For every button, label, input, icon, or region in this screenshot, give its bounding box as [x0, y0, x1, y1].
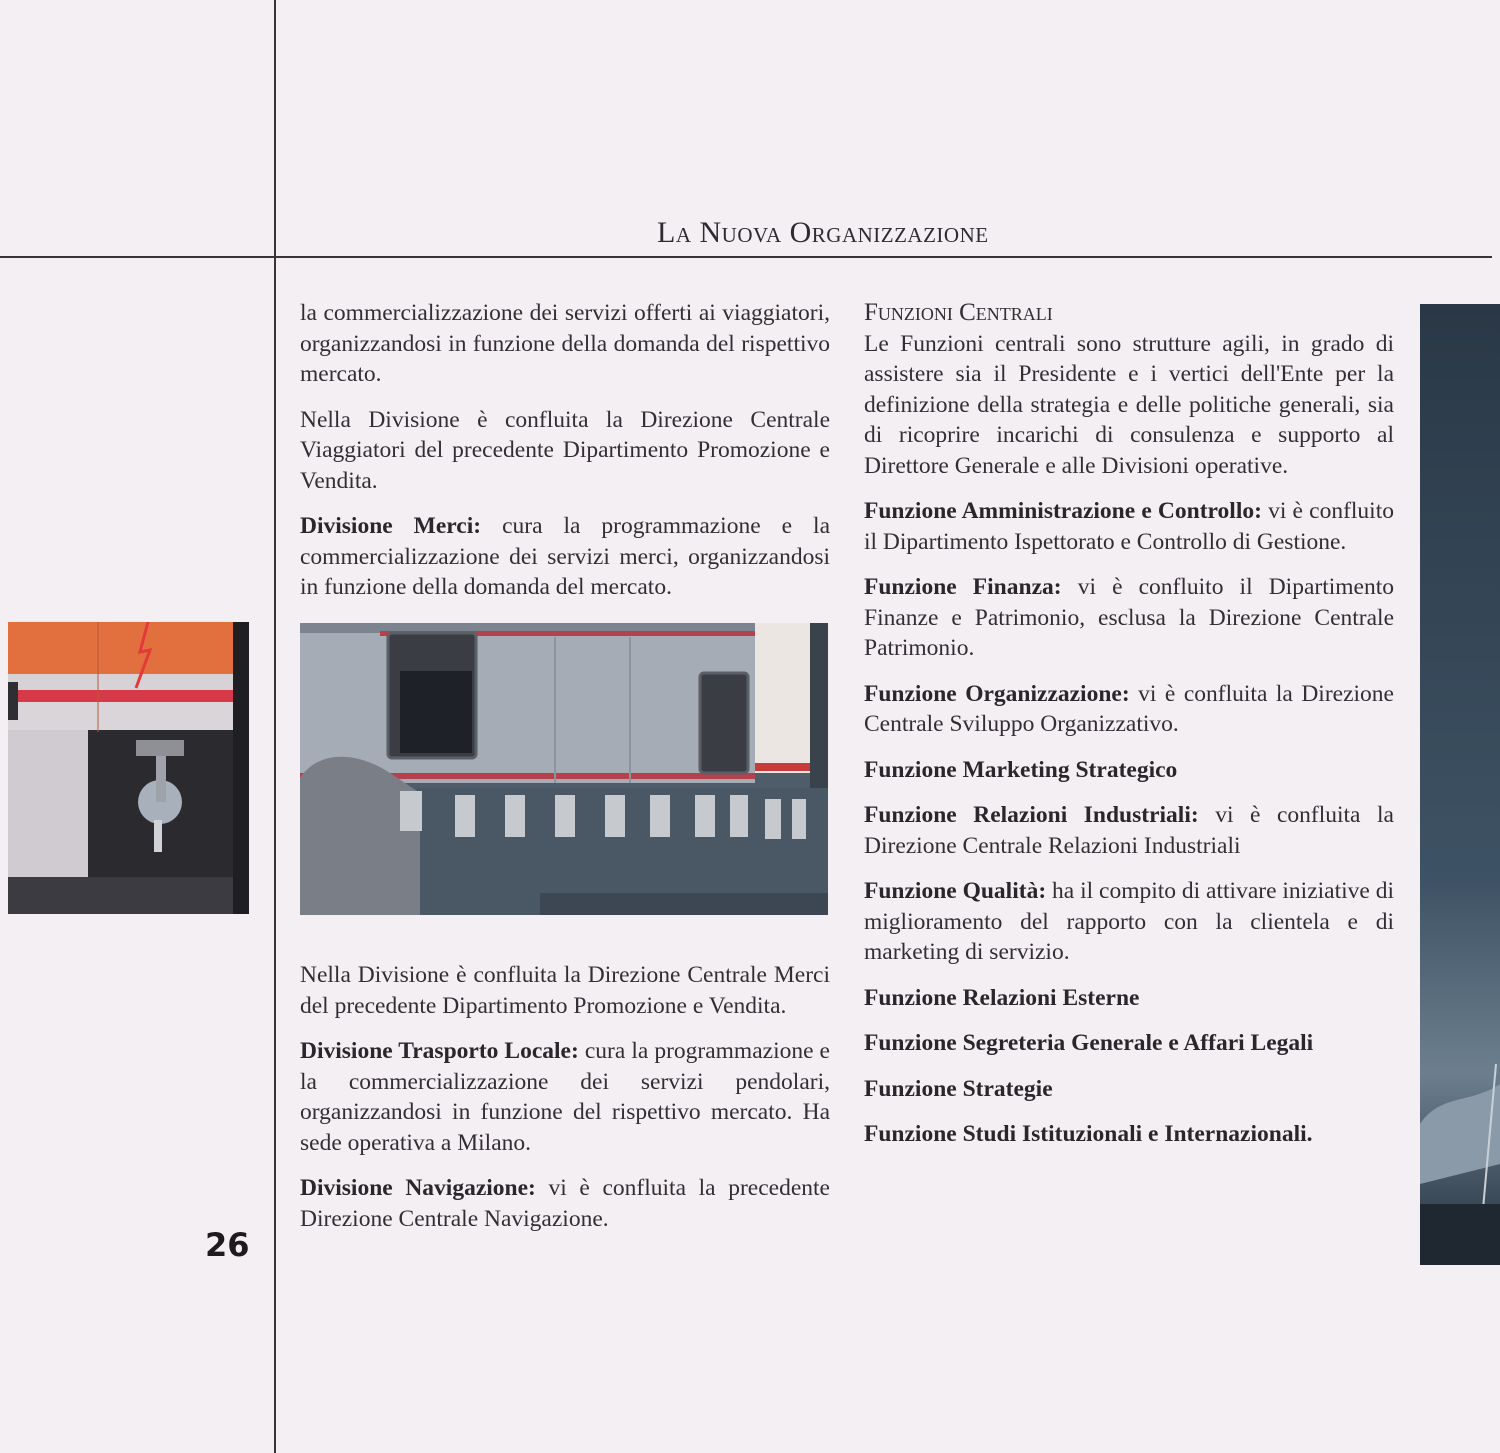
- function-item: [864, 679, 1394, 740]
- function-label: Funzione Studi Istituzionali e Internazionali.: [864, 1121, 1313, 1147]
- function-text: vi è confluito il Dipartimento Ispettorato e Controllo di Gestione.: [864, 498, 1394, 555]
- function-item: [864, 496, 1394, 557]
- function-label: Funzione Relazioni Industriali:: [864, 802, 1199, 828]
- function-text: vi è confluito il Dipartimento Finanze e Patrimonio, esclusa la Direzione Centrale Patrimonio.: [864, 574, 1395, 661]
- paragraph-text: vi è confluita la precedente Direzione Centrale Navigazione.: [300, 1175, 830, 1232]
- function-item: [864, 755, 1394, 786]
- paragraph: [300, 298, 830, 390]
- paragraph-text: cura la programmazione e la commercializzazione dei servizi pendolari, organizzandosi in funzione del rispettivo mercato. Ha sede operativa a Milano.: [300, 1038, 830, 1156]
- paragraph-text: Nella Divisione è confluita la Direzione Centrale Merci del precedente Dipartimento Promozione e Vendita.: [300, 962, 830, 1019]
- paragraph-text: la commercializzazione dei servizi offerti ai viaggiatori, organizzandosi in funzione della domanda del rispettivo mercato.: [300, 300, 830, 387]
- function-item: [864, 1119, 1394, 1150]
- left-column-top: [300, 298, 830, 618]
- paragraph: [300, 1173, 830, 1234]
- photo-right-strip: [1420, 304, 1500, 1265]
- vertical-rule: [274, 0, 276, 1453]
- function-item: [864, 1074, 1394, 1105]
- function-item: [864, 876, 1394, 968]
- photo-train-door: [8, 622, 249, 914]
- paragraph: [300, 405, 830, 497]
- function-label: Funzione Relazioni Esterne: [864, 984, 1140, 1011]
- paragraph-label: Divisione Navigazione:: [300, 1175, 536, 1201]
- function-item: [864, 572, 1394, 664]
- horizontal-rule: [0, 256, 1492, 258]
- paragraph-text: Le Funzioni centrali sono strutture agili, in grado di assistere sia il Presidente e i vertici dell'Ente per la definizione della strategia e delle politiche generali, sia di ricoprire incarichi di consulenza e supporto al Direttore Generale e alle Divisioni operative.: [864, 330, 1394, 479]
- function-label: Funzione Organizzazione:: [864, 680, 1130, 707]
- function-label: Funzione Finanza:: [864, 574, 1062, 600]
- photo-train-wall: [300, 623, 828, 915]
- paragraph: [300, 511, 830, 603]
- function-label: Funzione Marketing Strategico: [864, 756, 1178, 783]
- function-label: Funzione Strategie: [864, 1075, 1053, 1102]
- function-label: Funzione Qualità:: [864, 878, 1047, 904]
- page-title: La Nuova Organizzazione: [657, 216, 989, 249]
- paragraph: [300, 960, 830, 1021]
- paragraph-label: Divisione Trasporto Locale:: [300, 1038, 579, 1064]
- function-label: Funzione Segreteria Generale e Affari Legali: [864, 1030, 1314, 1056]
- paragraph-label: Divisione Merci:: [300, 513, 482, 539]
- function-text: vi è confluita la Direzione Centrale Sviluppo Organizzativo.: [864, 680, 1394, 737]
- function-item: [864, 983, 1394, 1014]
- function-item: [864, 1028, 1394, 1059]
- section-intro: [864, 329, 1394, 482]
- function-text: ha il compito di attivare iniziative di miglioramento del rapporto con la clientela e di marketing di servizio.: [864, 878, 1394, 965]
- paragraph: [300, 1036, 830, 1158]
- function-text: vi è confluita la Direzione Centrale Relazioni Industriali: [864, 802, 1394, 859]
- paragraph-text: Nella Divisione è confluita la Direzione Centrale Viaggiatori del precedente Dipartimento Promozione e Vendita.: [300, 406, 830, 494]
- page-number: 26: [205, 1226, 250, 1264]
- left-column-bottom: [300, 960, 830, 1249]
- function-item: [864, 800, 1394, 861]
- paragraph-text: cura la programmazione e la commercializzazione dei servizi merci, organizzandosi in funzione della domanda del mercato.: [300, 513, 830, 600]
- section-title: Funzioni Centrali: [864, 299, 1053, 326]
- function-label: Funzione Amministrazione e Controllo:: [864, 498, 1262, 524]
- right-column: [864, 298, 1394, 1165]
